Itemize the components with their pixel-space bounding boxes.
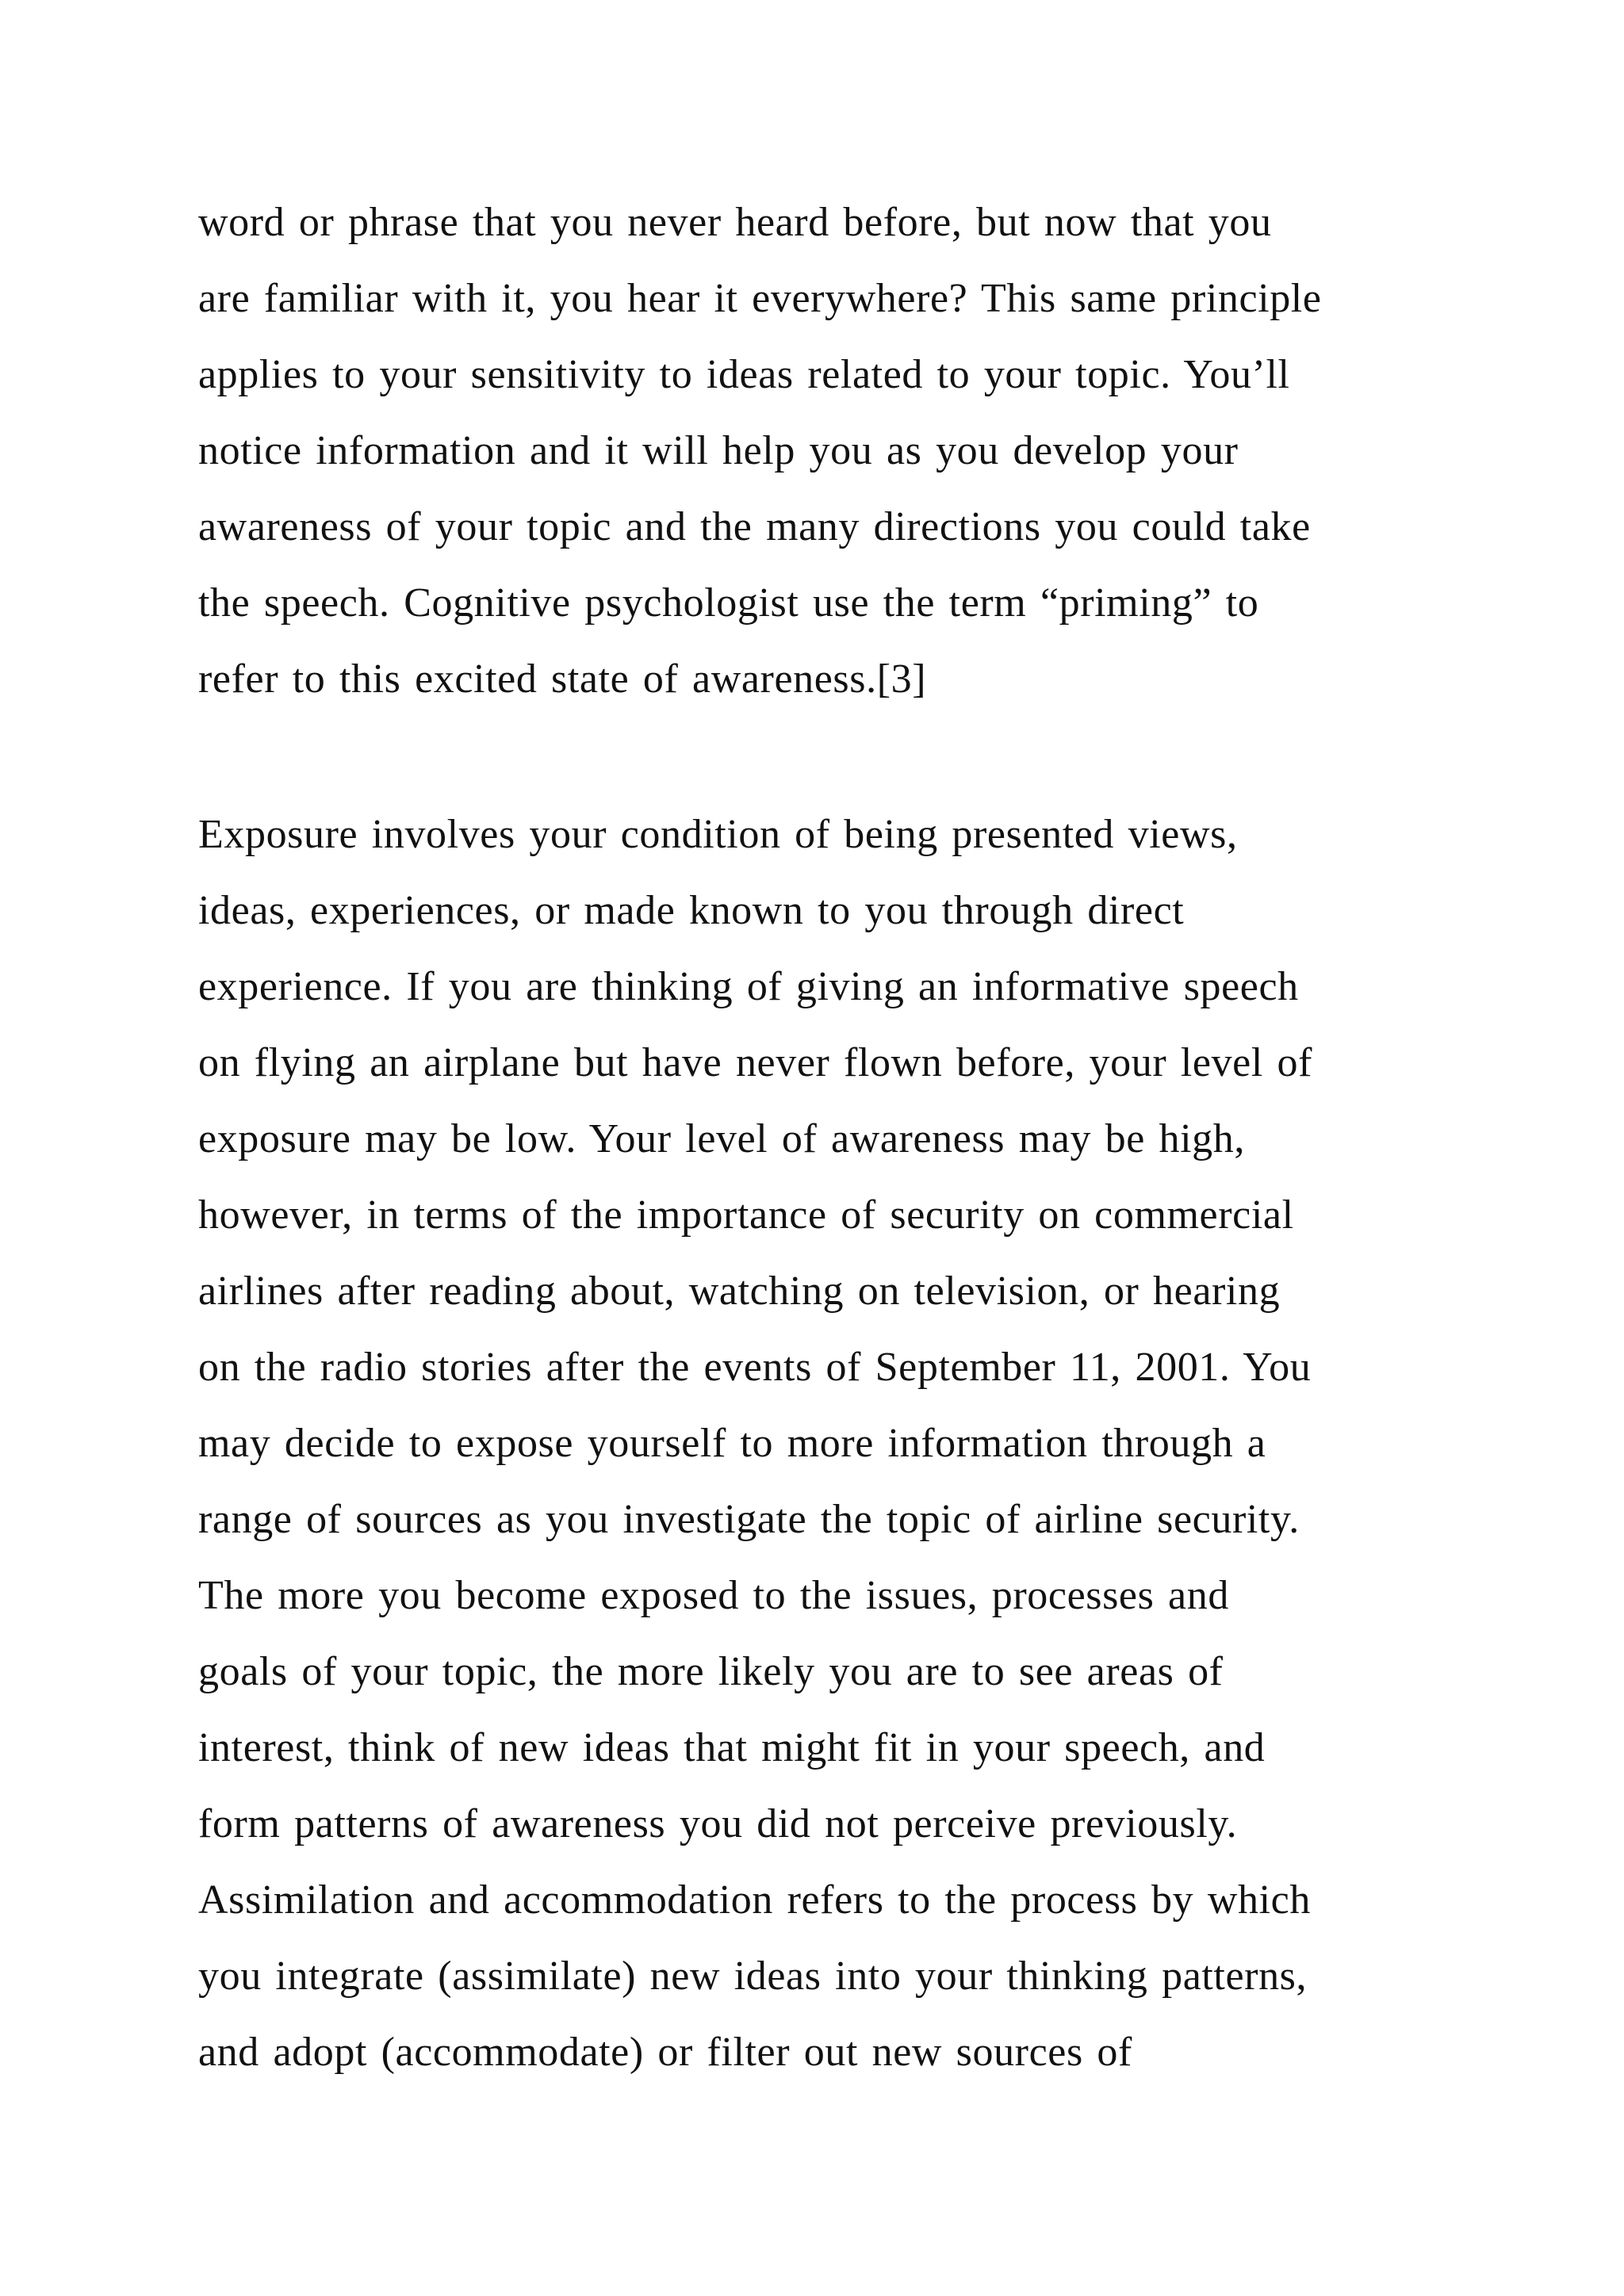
text-line: are familiar with it, you hear it everywhere? This same principle [198,276,1322,321]
text-line: form patterns of awareness you did not perceive previously. [198,1801,1238,1846]
text-line: awareness of your topic and the many directions you could take [198,504,1311,549]
text-line: word or phrase that you never heard before, but now that you [198,200,1272,245]
text-line: airlines after reading about, watching on television, or hearing [198,1269,1281,1314]
text-line: and adopt (accommodate) or filter out new sources of [198,2030,1132,2075]
text-line: Exposure involves your condition of being presented views, [198,812,1238,857]
text-line: goals of your topic, the more likely you are to see areas of [198,1649,1224,1694]
text-line: you integrate (assimilate) new ideas into your thinking patterns, [198,1954,1308,1999]
text-line: the speech. Cognitive psychologist use the term “priming” to [198,580,1259,626]
text-line: Assimilation and accommodation refers to the process by which [198,1877,1311,1923]
text-line: on flying an airplane but have never flown before, your level of [198,1040,1313,1085]
paragraph-priming [198,185,1483,718]
text-line: refer to this excited state of awareness.[3] [198,656,927,702]
text-line: The more you become exposed to the issues, processes and [198,1573,1229,1618]
text-line: notice information and it will help you as you develop your [198,428,1239,473]
text-line: however, in terms of the importance of security on commercial [198,1192,1294,1238]
paragraph-exposure [198,797,1483,2091]
text-line: interest, think of new ideas that might fit in your speech, and [198,1725,1266,1770]
text-line: experience. If you are thinking of giving an informative speech [198,964,1299,1009]
text-line: on the radio stories after the events of September 11, 2001. You [198,1345,1312,1390]
text-line: range of sources as you investigate the topic of airline security. [198,1497,1300,1542]
text-line: ideas, experiences, or made known to you through direct [198,888,1185,933]
text-line: applies to your sensitivity to ideas related to your topic. You’ll [198,352,1290,397]
text-line: exposure may be low. Your level of awareness may be high, [198,1116,1245,1161]
text-line: may decide to expose yourself to more information through a [198,1421,1266,1466]
